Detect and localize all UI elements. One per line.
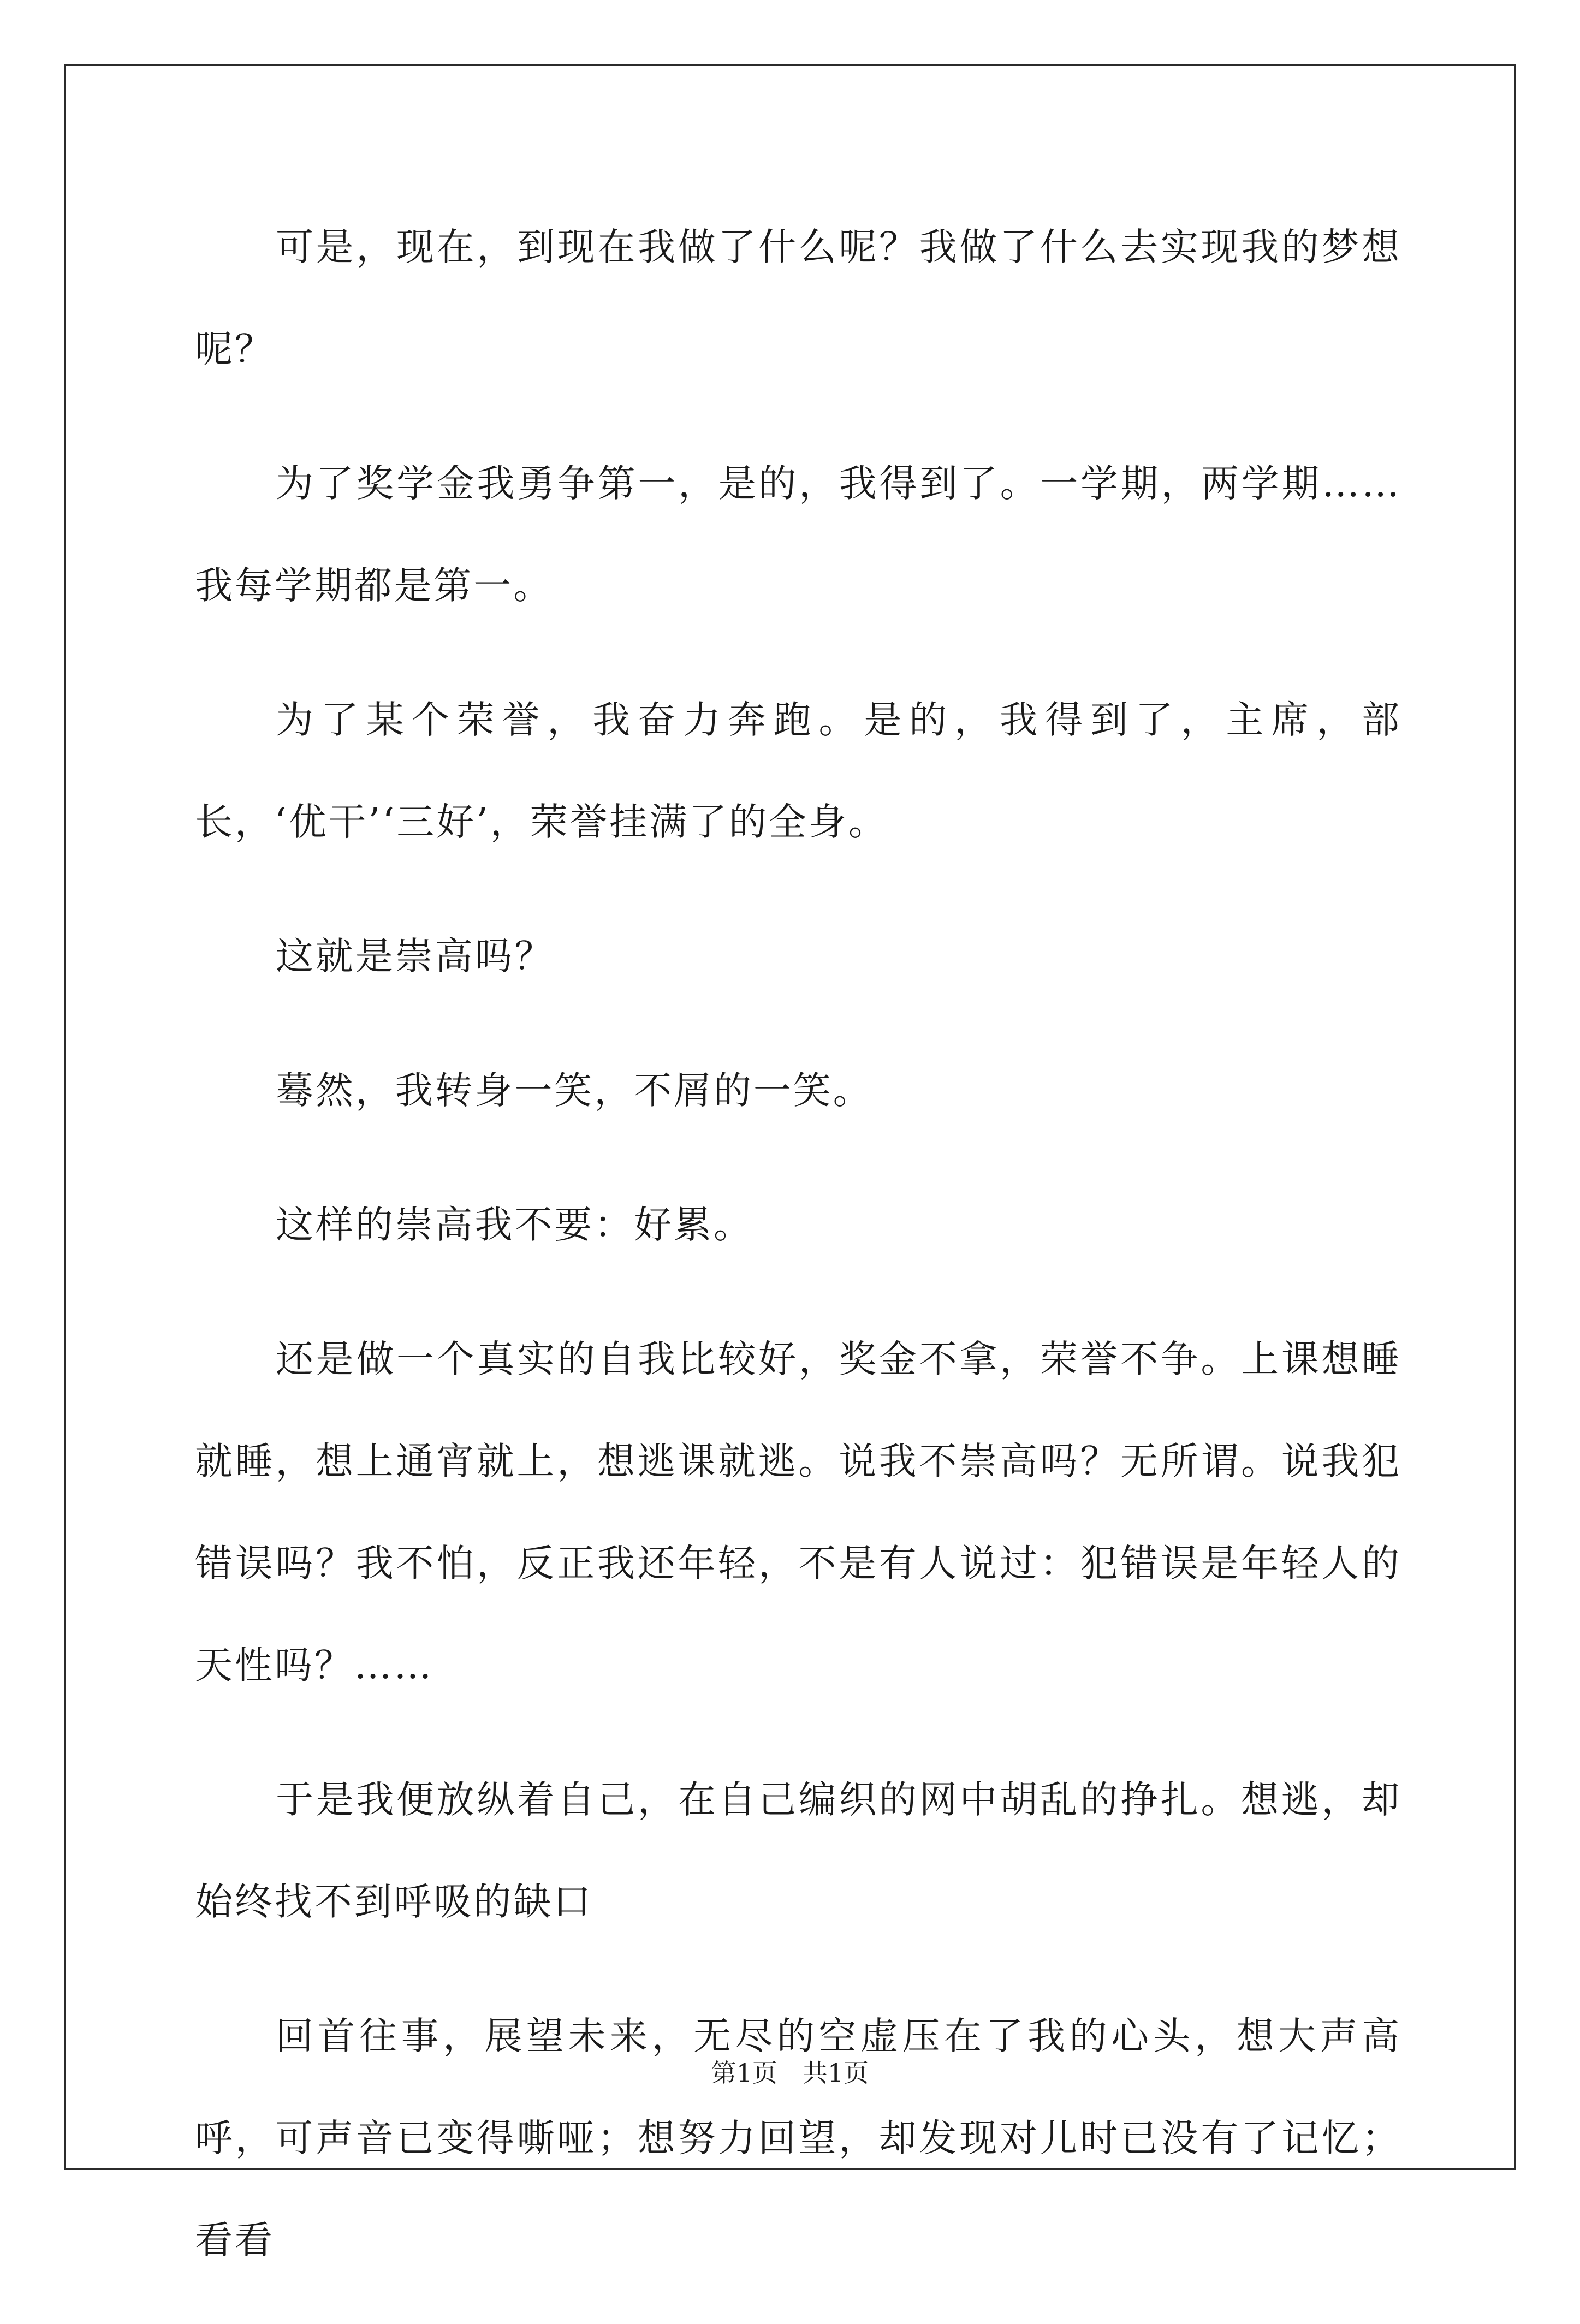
page-total: 共1页 xyxy=(803,2058,869,2088)
paragraph: 可是，现在，到现在我做了什么呢？我做了什么去实现我的梦想呢？ xyxy=(195,225,1401,371)
paragraph: 还是做一个真实的自我比较好，奖金不拿，荣誉不争。上课想睡就睡，想上通宵就上，想逃课就逃。说我不崇高吗？无所谓。说我犯错误吗？我不怕，反正我还年轻，不是有人说过：犯错误是年轻人的天性吗？…… xyxy=(195,1338,1401,1687)
page-footer xyxy=(0,2056,1580,2089)
paragraph: 为了某个荣誉，我奋力奔跑。是的，我得到了，主席，部长，‘优干’‘三好’，荣誉挂满了的全身。 xyxy=(195,698,1401,844)
document-body xyxy=(195,197,1401,2324)
paragraph: 于是我便放纵着自己，在自己编织的网中胡乱的挣扎。想逃，却始终找不到呼吸的缺口 xyxy=(195,1778,1401,1924)
paragraph: 为了奖学金我勇争第一，是的，我得到了。一学期，两学期……我每学期都是第一。 xyxy=(195,462,1401,608)
paragraph: 这就是崇高吗？ xyxy=(276,935,555,978)
paragraph: 回首往事，展望未来，无尽的空虚压在了我的心头，想大声高呼，可声音已变得嘶哑；想努力回望，却发现对儿时已没有了记忆；看看 xyxy=(195,2014,1401,2262)
paragraph: 这样的崇高我不要：好累。 xyxy=(276,1203,753,1247)
page-number: 第1页 xyxy=(711,2058,777,2088)
paragraph: 蓦然，我转身一笑，不屑的一笑。 xyxy=(276,1069,873,1113)
